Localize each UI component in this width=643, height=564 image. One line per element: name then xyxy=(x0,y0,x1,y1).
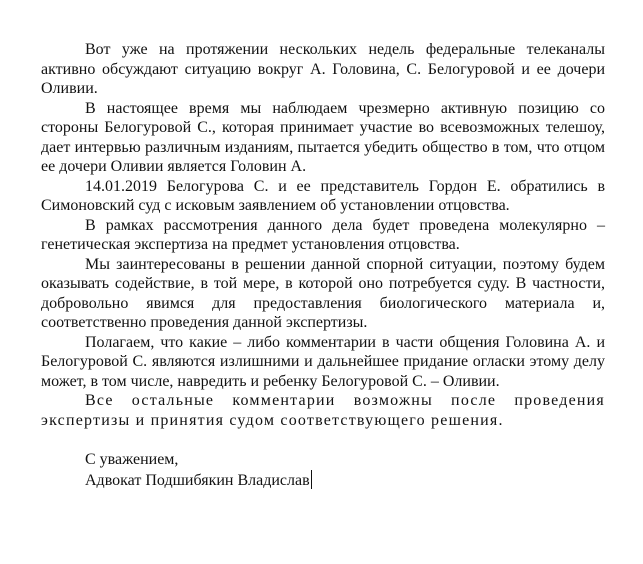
closing-line: С уважением, xyxy=(85,451,179,468)
paragraph-6: Полагаем, что какие – либо комментарии в части общения Головина А. и Белогуровой С. являются излишними и дальнейшее придание огласки этому делу может, в том числе, навредить и ребенку Белогуровой С. – Оливии. xyxy=(41,333,605,390)
paragraph-1: Вот уже на протяжении нескольких недель федеральные телеканалы активно обсуждают ситуацию вокруг А. Головина, С. Белогуровой и ее дочери Оливии. xyxy=(41,41,605,97)
paragraph-5: Мы заинтересованы в решении данной спорной ситуации, поэтому будем оказывать содействие, в той мере, в которой оно потребуется суду. В частности, добровольно явимся для предоставления биологического материала и, соответственно проведения данной экспертизы. xyxy=(41,255,605,331)
signer-line[interactable] xyxy=(85,470,605,491)
document-page xyxy=(41,40,605,490)
signature-block xyxy=(41,450,605,490)
text-cursor xyxy=(311,470,312,489)
paragraph-4: В рамках рассмотрения данного дела будет проведена молекулярно – генетическая экспертиза на предмет установления отцовства. xyxy=(41,216,605,253)
signer-name: Адвокат Подшибякин Владислав xyxy=(85,471,310,489)
paragraph-3: 14.01.2019 Белогурова С. и ее представитель Гордон Е. обратились в Симоновский суд с исковым заявлением об установлении отцовства. xyxy=(41,177,605,214)
paragraph-2: В настоящее время мы наблюдаем чрезмерно активную позицию со стороны Белогуровой С., которая принимает участие во всевозможных телешоу, дает интервью различным изданиям, пытается убедить общество в том, что отцом ее дочери Оливии является Головин А. xyxy=(41,99,605,175)
paragraph-7: Все остальные комментарии возможны после проведения экспертизы и принятия судом соответствующего решения. xyxy=(41,392,605,429)
